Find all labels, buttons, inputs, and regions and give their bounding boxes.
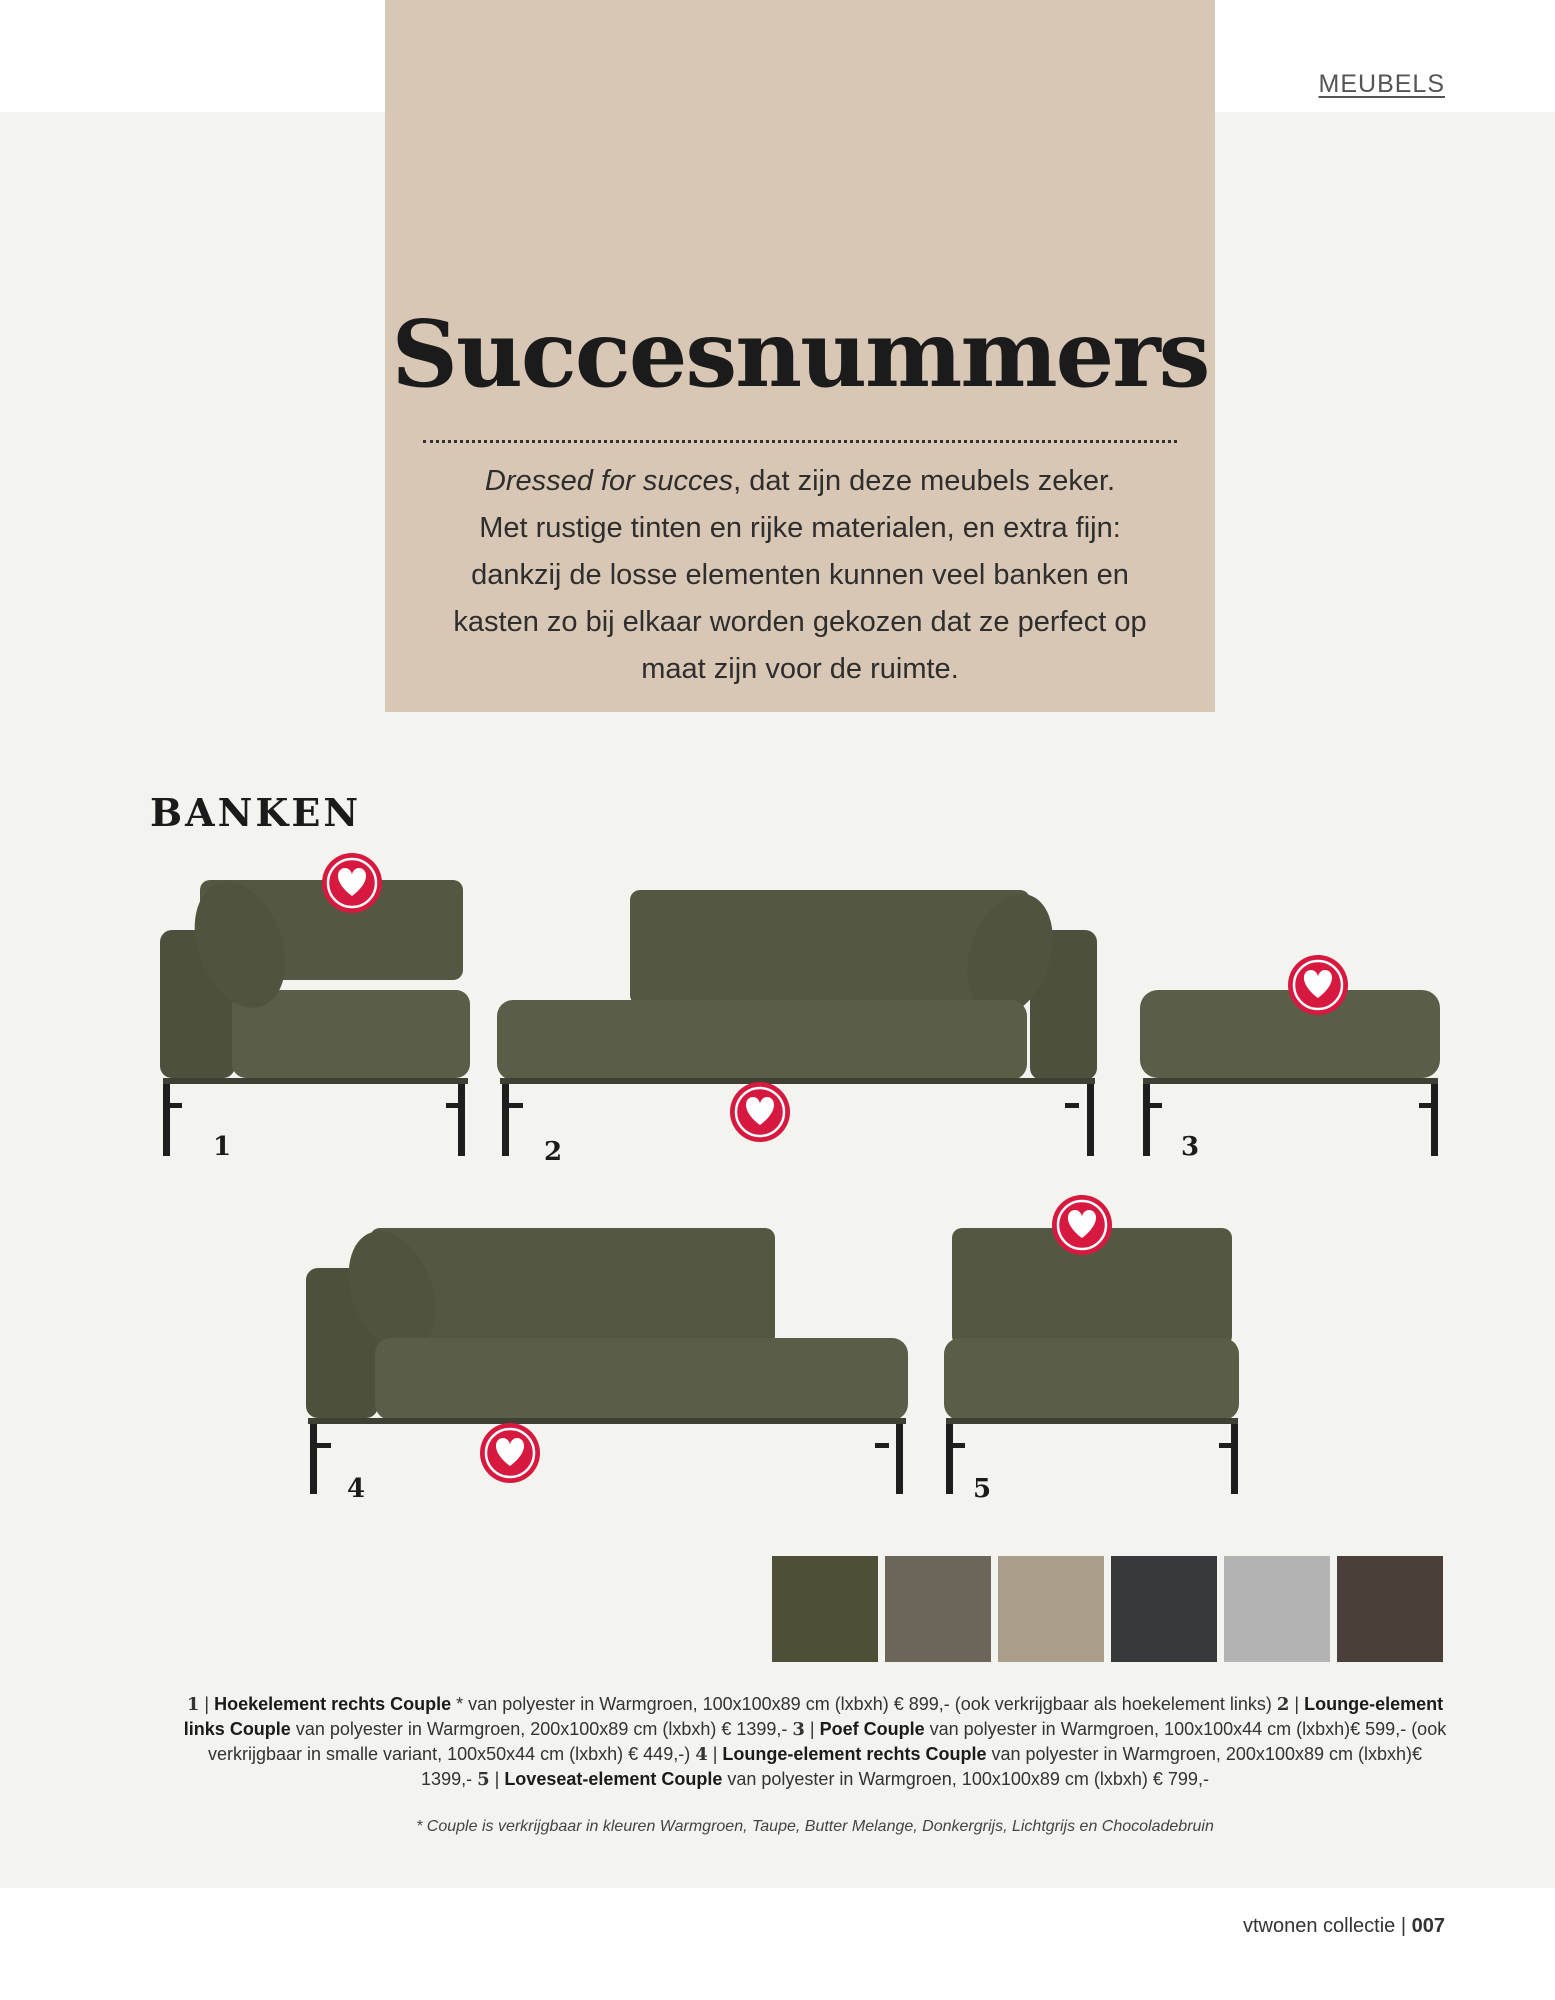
product-name-1: Hoekelement rechts Couple — [214, 1694, 452, 1714]
intro-line-5: maat zijn voor de ruimte. — [641, 653, 959, 685]
caption-number-2: 2 — [1276, 1694, 1290, 1715]
product-text-2: van polyester in Warmgroen, 200x100x89 cm (lxbxh) € 1399,- — [290, 1719, 793, 1739]
favorite-heart-icon[interactable] — [480, 1423, 540, 1483]
product-name-4: Lounge-element rechts Couple — [722, 1744, 987, 1764]
product-number-3: 3 — [1180, 1132, 1200, 1162]
product-text-5: van polyester in Warmgroen, 100x100x89 cm (lxbxh) € 799,- — [722, 1769, 1209, 1789]
intro-rest: , dat zijn deze meubels zeker. — [733, 465, 1116, 497]
product-1-image[interactable] — [160, 870, 470, 1156]
swatch-warmgroen[interactable] — [772, 1556, 878, 1662]
swatch-butter-melange[interactable] — [998, 1556, 1104, 1662]
footer-separator: | — [1395, 1915, 1412, 1937]
intro-line-4: kasten zo bij elkaar worden gekozen dat ze perfect op — [453, 606, 1147, 638]
category-heading: BANKEN — [150, 790, 362, 835]
product-text-1: * van polyester in Warmgroen, 100x100x89 cm (lxbxh) € 899,- (ook verkrijgbaar als hoekelement links) — [451, 1694, 1277, 1714]
product-name-2: Lounge-element links Couple — [183, 1694, 1444, 1739]
caption-number-1: 1 — [186, 1694, 200, 1715]
footnote: * Couple is verkrijgbaar in kleuren Warmgroen, Taupe, Butter Melange, Donkergrijs, Lichtgrijs en Chocoladebruin — [416, 1818, 1214, 1835]
product-name-5: Loveseat-element Couple — [504, 1769, 723, 1789]
intro-line-3: dankzij de losse elementen kunnen veel banken en — [471, 559, 1129, 591]
product-text-4: van polyester in Warmgroen, 200x100x89 cm (lxbxh)€ 1399,- — [421, 1744, 1423, 1789]
product-number-5: 5 — [972, 1474, 992, 1504]
swatch-chocoladebruin[interactable] — [1337, 1556, 1443, 1662]
product-4-image[interactable] — [306, 1219, 908, 1494]
product-number-1: 1 — [212, 1132, 232, 1162]
product-name-3: Poef Couple — [819, 1719, 925, 1739]
product-text-3: van polyester in Warmgroen, 100x100x44 cm (lxbxh)€ 599,- (ook verkrijgbaar in smalle variant, 100x50x44 cm (lxbxh) € 449,-) — [207, 1719, 1447, 1764]
product-descriptions: 1 | Hoekelement rechts Couple * van polyester in Warmgroen, 100x100x89 cm (lxbxh) € 899,- (ook verkrijgbaar als hoekelement links) 2 | Lounge-element links Couple van polyester in Warmgroen, 200x100x89 cm (lxbxh) € 1399,- 3 | Poef Couple van polyester in Warmgroen, 100x100x44 cm (lxbxh)€ 599,- (ook verkrijgbaar in smalle variant, 100x50x44 cm (lxbxh) € 449,-) 4 | Lounge-element rechts Couple van polyester in Warmgroen, 200x100x89 cm (lxbxh)€ 1399,- 5 | Loveseat-element Couple van polyester in Warmgroen, 100x100x89 cm (lxbxh) € 799,- — [183, 1694, 1447, 1790]
swatch-lichtgrijs[interactable] — [1224, 1556, 1330, 1662]
page-title: Succesnummers — [391, 300, 1209, 408]
favorite-heart-icon[interactable] — [322, 853, 382, 913]
caption-number-4: 4 — [695, 1744, 708, 1765]
favorite-heart-icon[interactable] — [1288, 955, 1348, 1015]
favorite-heart-icon[interactable] — [730, 1082, 790, 1142]
caption-number-3: 3 — [792, 1719, 805, 1740]
section-label[interactable]: MEUBELS — [1318, 70, 1445, 98]
intro-line-2: Met rustige tinten en rijke materialen, en extra fijn: — [479, 512, 1121, 544]
product-5-image[interactable] — [944, 1228, 1239, 1494]
swatch-taupe[interactable] — [885, 1556, 991, 1662]
product-number-2: 2 — [543, 1137, 563, 1167]
swatch-donkergrijs[interactable] — [1111, 1556, 1217, 1662]
product-2-image[interactable] — [497, 883, 1097, 1156]
caption-number-5: 5 — [477, 1769, 490, 1790]
page-number: 007 — [1411, 1915, 1445, 1937]
intro-italic: Dressed for succes — [484, 465, 734, 497]
favorite-heart-icon[interactable] — [1052, 1195, 1112, 1255]
page-footer — [1243, 1915, 1445, 1938]
footer-brand: vtwonen collectie — [1243, 1915, 1396, 1937]
product-number-4: 4 — [346, 1474, 366, 1504]
